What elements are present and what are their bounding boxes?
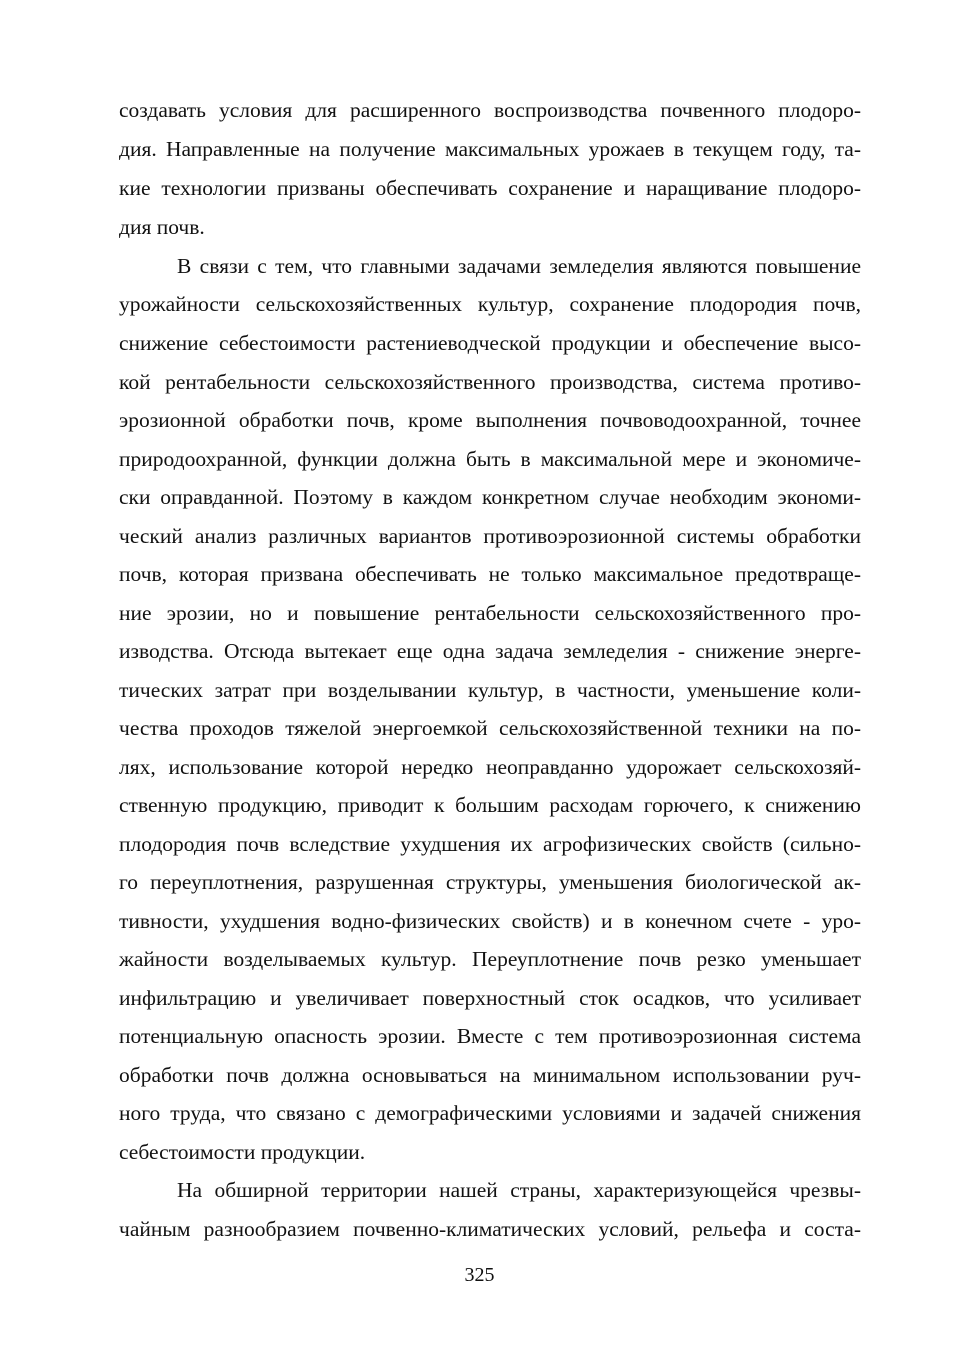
text-line: В связи с тем, что главными задачами земледелия являются повышение	[177, 254, 861, 278]
text-line: тических затрат при возделывании культур, в частности, уменьшение коли-	[119, 678, 861, 702]
text-line: ственную продукцию, приводит к большим расходам горючего, к снижению	[119, 793, 861, 817]
text-line: дия почв.	[119, 215, 205, 239]
text-line: На обширной территории нашей страны, характеризующейся чрезвы-	[177, 1178, 861, 1202]
text-line: плодородия почв вследствие ухудшения их агрофизических свойств (сильно-	[119, 832, 861, 856]
text-line: природоохранной, функции должна быть в максимальной мере и экономиче-	[119, 447, 861, 471]
text-line: ски оправданной. Поэтому в каждом конкретном случае необходим экономи-	[119, 485, 861, 509]
text-line: чайным разнообразием почвенно-климатических условий, рельефа и соста-	[119, 1217, 861, 1241]
text-line: жайности возделываемых культур. Переуплотнение почв резко уменьшает	[119, 947, 861, 971]
text-line: себестоимости продукции.	[119, 1140, 366, 1164]
text-line: эрозионной обработки почв, кроме выполнения почвоводоохранной, точнее	[119, 408, 861, 432]
text-line: го переуплотнения, разрушенная структуры, уменьшения биологической ак-	[119, 870, 861, 894]
text-line: ние эрозии, но и повышение рентабельности сельскохозяйственного про-	[119, 601, 861, 625]
page-number: 325	[464, 1264, 495, 1286]
text-line: урожайности сельскохозяйственных культур, сохранение плодородия почв,	[119, 292, 861, 316]
text-line: инфильтрацию и увеличивает поверхностный сток осадков, что усиливает	[119, 986, 861, 1010]
text-line: чества проходов тяжелой энергоемкой сельскохозяйственной техники на по-	[119, 716, 861, 740]
text-line: почв, которая призвана обеспечивать не только максимальное предотвраще-	[119, 562, 861, 586]
text-line: кой рентабельности сельскохозяйственного производства, система противо-	[119, 370, 861, 394]
text-line: снижение себестоимости растениеводческой продукции и обеспечение высо-	[119, 331, 861, 355]
text-line: кие технологии призваны обеспечивать сохранение и наращивание плодоро-	[119, 176, 861, 200]
text-line: создавать условия для расширенного воспроизводства почвенного плодоро-	[119, 98, 861, 122]
text-line: потенциальную опасность эрозии. Вместе с тем противоэрозионная система	[119, 1024, 861, 1048]
text-line: изводства. Отсюда вытекает еще одна задача земледелия - снижение энерге-	[119, 639, 861, 663]
text-line: ческий анализ различных вариантов противоэрозионной системы обработки	[119, 524, 861, 548]
text-line: обработки почв должна основываться на минимальном использовании руч-	[119, 1063, 861, 1087]
text-line: дия. Направленные на получение максимальных урожаев в текущем году, та-	[119, 137, 861, 161]
text-line: ного труда, что связано с демографическими условиями и задачей снижения	[119, 1101, 861, 1125]
text-line: лях, использование которой нередко неоправданно удорожает сельскохозяй-	[119, 755, 861, 779]
text-line: тивности, ухудшения водно-физических свойств) и в конечном счете - уро-	[119, 909, 861, 933]
